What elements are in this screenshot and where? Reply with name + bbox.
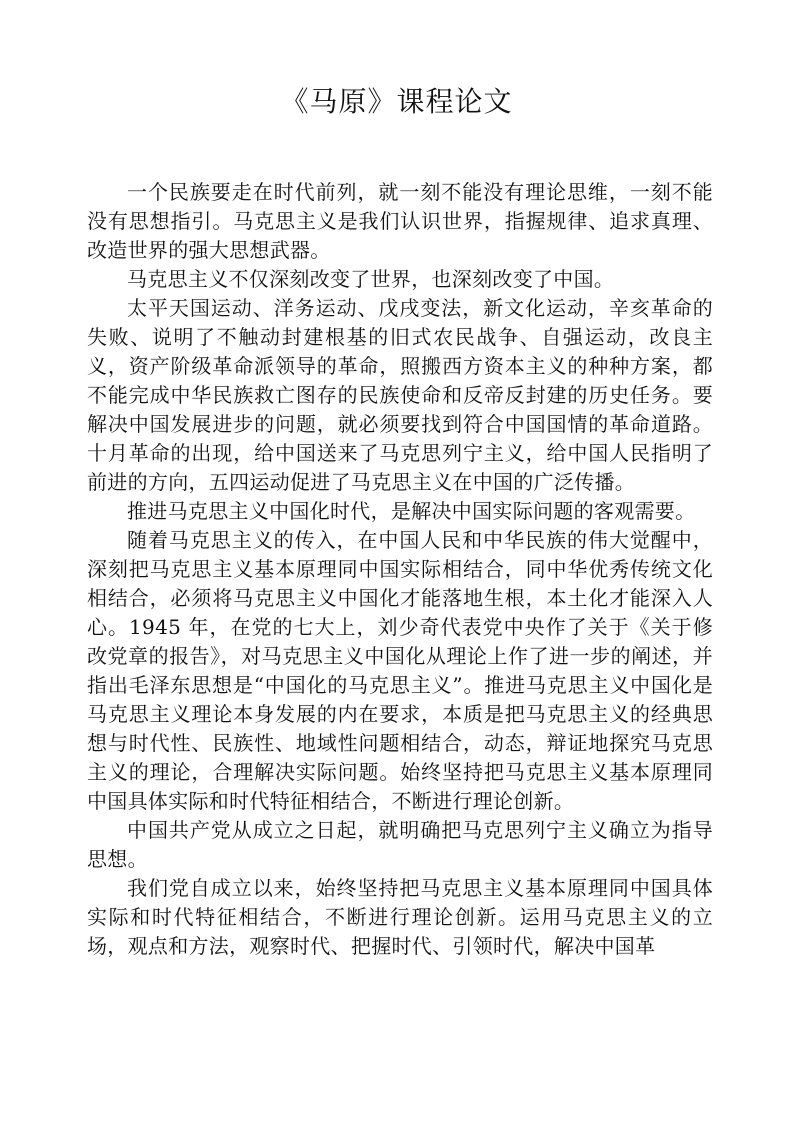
paragraph: 推进马克思主义中国化时代，是解决中国实际问题的客观需要。 [127,499,696,523]
paragraph: 一个民族要走在时代前列，就一刻不能没有理论思维，一刻不能没有思想指引。马克思主义是我们认识世界，指握规律、追求真理、改造世界的强大思想武器。 [87,180,713,262]
paragraph: 中国共产党从成立之日起，就明确把马克思列宁主义确立为指导思想。 [87,818,713,871]
page-title: 《马原》课程论文 [280,85,513,118]
paragraph: 我们党自成立以来，始终坚持把马克思主义基本原理同中国具体实际和时代特征相结合，不断进行理论创新。运用马克思主义的立场，观点和方法，观察时代、把握时代、引领时代，解决中国革 [87,876,713,958]
paragraph: 随着马克思主义的传入，在中国人民和中华民族的伟大觉醒中，深刻把马克思主义基本原理同中国实际相结合，同中华优秀传统文化相结合，必须将马克思主义中国化才能落地生根，本土化才能深入人心。1945 年，在党的七大上，刘少奇代表党中央作了关于《关于修改党章的报告》，对马克思主义中国化从理论上作了进一步的阐述，并指出毛泽东思想是“中国化的马克思主义”。推进马克思主义中国化是马克思主义理论本身发展的内在要求，本质是把马克思主义的经典思想与时代性、民族性、地域性问题相结合，动态，辩证地探究马克思主义的理论，合理解决实际问题。始终坚持把马克思主义基本原理同中国具体实际和时代特征相结合，不断进行理论创新。 [87,528,713,813]
paragraph: 马克思主义不仅深刻改变了世界，也深刻改变了中国。 [127,267,615,291]
paragraph: 太平天国运动、洋务运动、戊戌变法，新文化运动，辛亥革命的失败、说明了不触动封建根基的旧式农民战争、自强运动，改良主义，资产阶级革命派领导的革命，照搬西方资本主义的种种方案，都不能完成中华民族救亡图存的民族使命和反帝反封建的历史任务。要解决中国发展进步的问题，就必须要找到符合中国国情的革命道路。十月革命的出现，给中国送来了马克思列宁主义，给中国人民指明了前进的方向，五四运动促进了马克思主义在中国的广泛传播。 [87,296,713,494]
document-body [87,178,713,961]
